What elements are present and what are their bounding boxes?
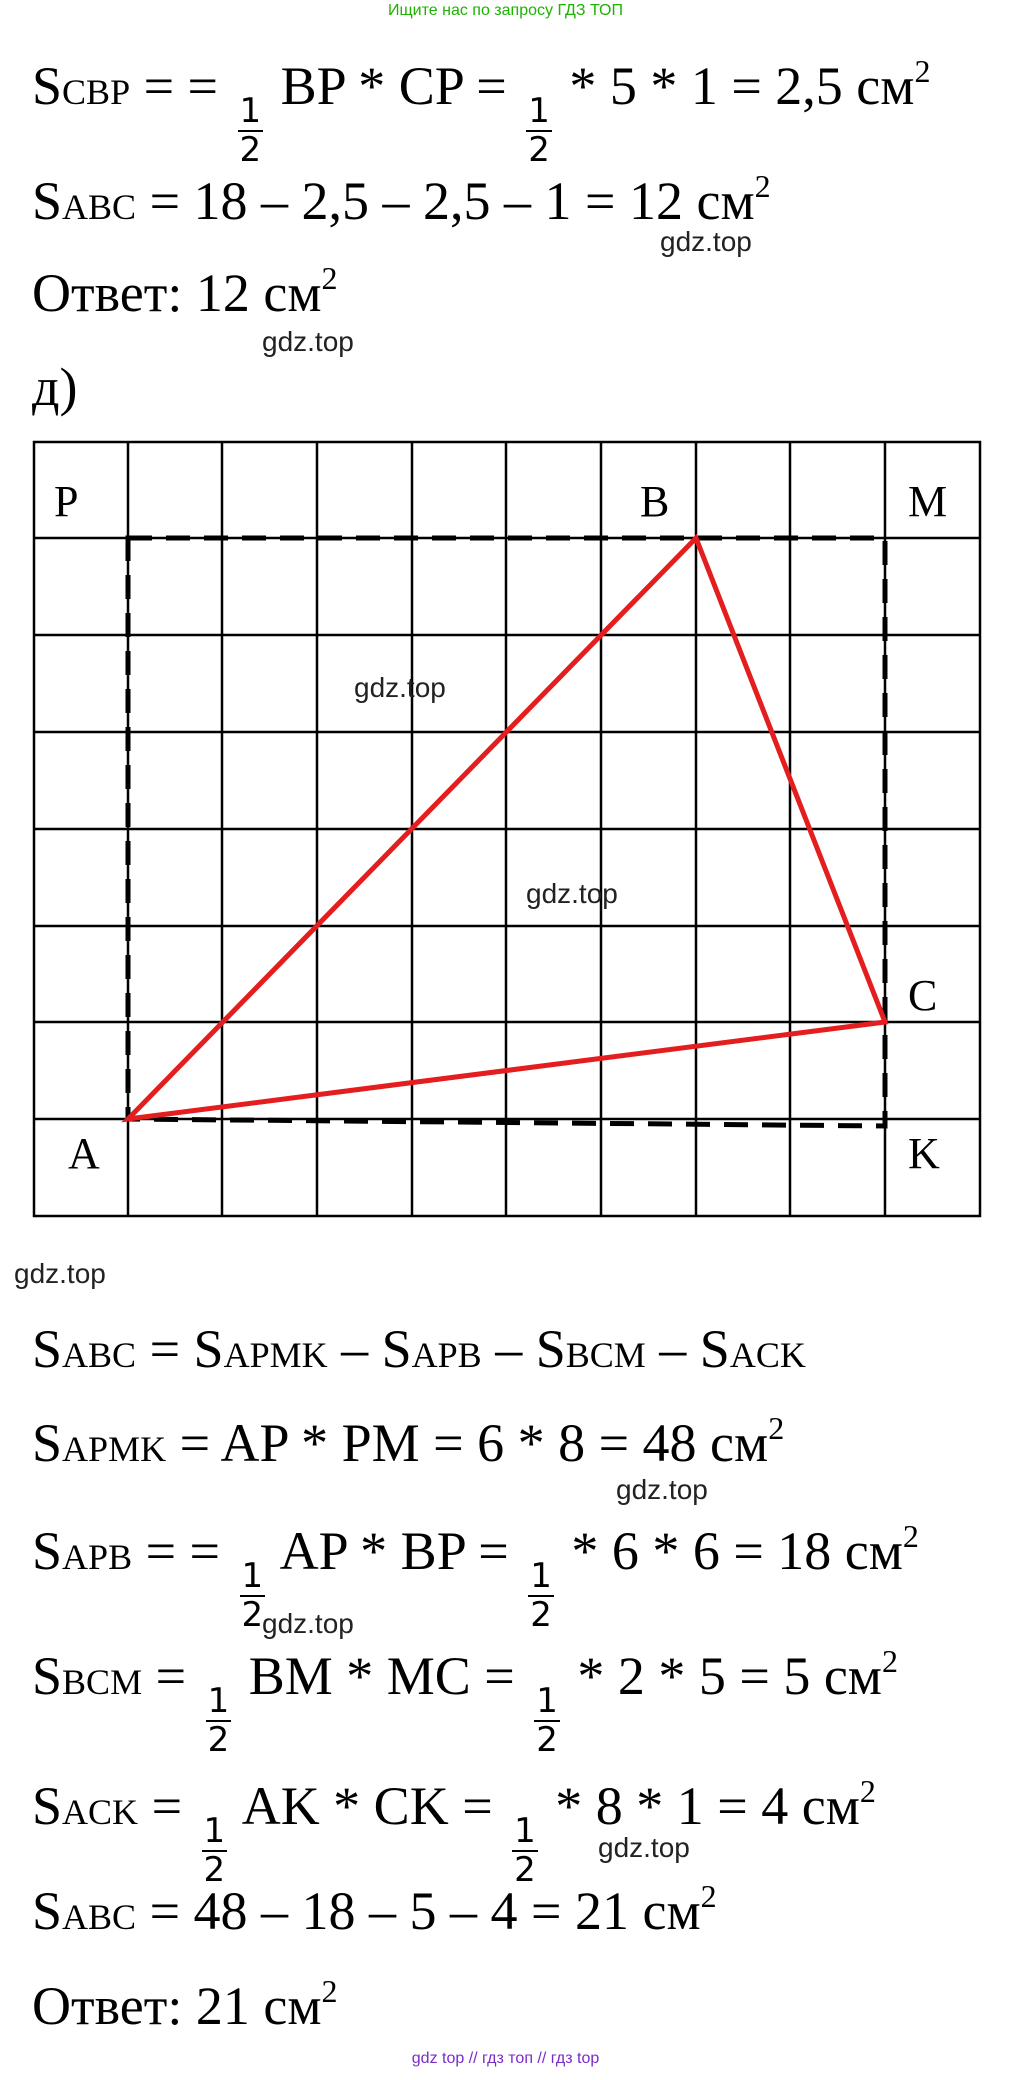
label-c: C xyxy=(908,971,938,1020)
watermark: gdz.top xyxy=(616,1474,708,1505)
grid-svg xyxy=(32,440,982,1218)
grid-figure xyxy=(32,440,982,1218)
fraction: $\frac{1}{2}$ xyxy=(207,1681,230,1761)
fraction: $\frac{1}{2}$ xyxy=(241,1556,264,1636)
grid-lines xyxy=(34,442,980,1216)
watermark: gdz.top xyxy=(354,672,446,703)
formula-s-abc-decomposition: SABC = SAPMK – SAPB – SBCM – SACK xyxy=(32,1319,806,1379)
label-b: B xyxy=(640,477,670,526)
label-p: P xyxy=(54,477,79,526)
watermark: gdz.top xyxy=(598,1832,690,1863)
watermark: gdz.top xyxy=(262,326,354,357)
fraction: $\frac{1}{2}$ xyxy=(528,91,550,171)
fraction: $\frac{1}{2}$ xyxy=(514,1811,536,1891)
fraction: $\frac{1}{2}$ xyxy=(203,1811,226,1891)
answer-first: Ответ: 12 $см^2$ xyxy=(32,260,338,323)
label-m: M xyxy=(908,477,948,526)
answer-final: Ответ: 21 $см^2$ xyxy=(32,1973,338,2036)
formula-s-apmk: SAPMK = AP * PM = 6 * 8 = 48 $см^2$ xyxy=(32,1410,785,1473)
label-k: K xyxy=(908,1129,940,1178)
site-footer: gdz top // гдз топ // гдз top xyxy=(411,2050,600,2067)
formula-s-bcm: SBCM = $\frac{1}{2}$ BM * MC = $\frac{1}{2}$ * 2 * 5 = 5 $см^2$ xyxy=(32,1643,898,1761)
formula-s-abc-final: SABC = 48 – 18 – 5 – 4 = 21 $см^2$ xyxy=(32,1878,717,1941)
fraction: $\frac{1}{2}$ xyxy=(239,91,262,171)
formula-s-ack: SACK = $\frac{1}{2}$ AK * CK = $\frac{1}{2}$ * 8 * 1 = 4 $см^2$ xyxy=(32,1773,876,1891)
formula-s-abc-first: SABC = 18 – 2,5 – 2,5 – 1 = 12 $см^2$ xyxy=(32,168,771,231)
formula-s-cbp: SCBP = = $\frac{1}{2}$ BP * CP = $\frac{1}{2}$ * 5 * 1 = 2,5 $см^2$ xyxy=(32,53,931,171)
fraction: $\frac{1}{2}$ xyxy=(536,1681,558,1761)
part-label: д) xyxy=(32,357,78,417)
formula-s-apb: SAPB = = $\frac{1}{2}$ AP * BP = $\frac{1}{2}$ * 6 * 6 = 18 $см^2$ xyxy=(32,1518,919,1636)
watermark: gdz.top xyxy=(526,878,618,909)
fraction: $\frac{1}{2}$ xyxy=(530,1556,552,1636)
watermark: gdz.top xyxy=(262,1608,354,1639)
watermark: gdz.top xyxy=(14,1258,106,1289)
site-banner: Ищите нас по запросу ГДЗ ТОП xyxy=(388,2,623,19)
watermark: gdz.top xyxy=(660,226,752,257)
label-a: A xyxy=(68,1129,100,1178)
